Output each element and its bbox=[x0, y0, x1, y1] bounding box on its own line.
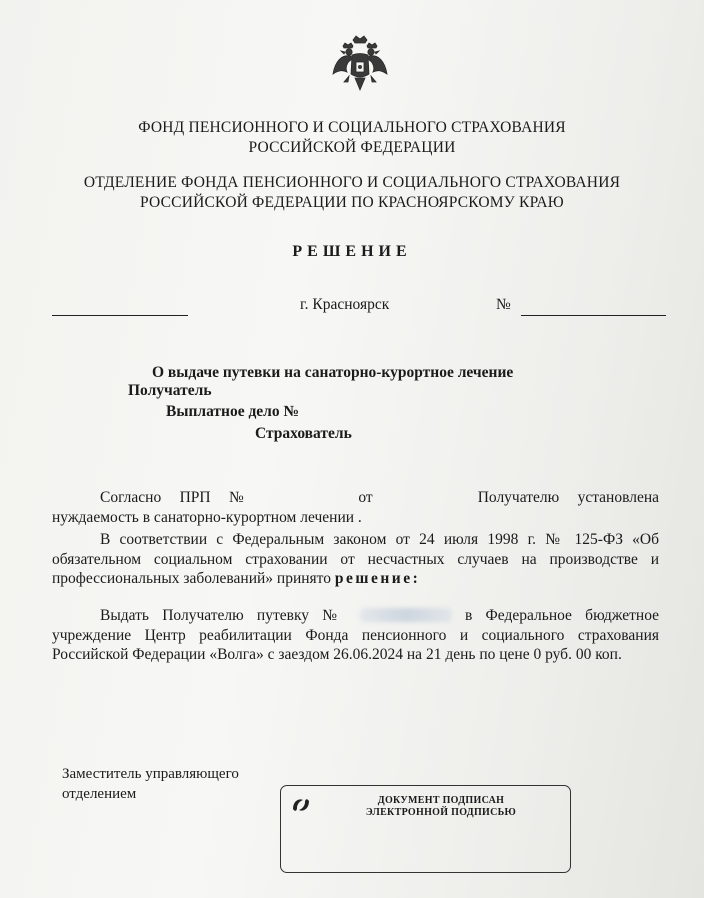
prp-number-label: Согласно ПРП № bbox=[100, 489, 259, 506]
body-paragraph-2 bbox=[52, 530, 659, 589]
redacted-voucher-number bbox=[360, 608, 452, 622]
voucher-details: в Федеральное бюджетное учреждение Центр реабилитации Фонда пенсионного и социального страхования Российской Федерации «Волга» с заездом 26.06.2024 на 21 день по цене 0 руб. 00 коп. bbox=[52, 607, 660, 663]
stamp-line-2: ЭЛЕКТРОННОЙ ПОДПИСЬЮ bbox=[365, 807, 517, 818]
org-line-1: ФОНД ПЕНСИОННОГО И СОЦИАЛЬНОГО СТРАХОВАНИЯ bbox=[138, 119, 566, 136]
signer-position-line-2: отделением bbox=[62, 786, 137, 802]
number-sign: № bbox=[496, 296, 511, 313]
law-reference-text: В соответствии с Федеральным законом от 24 июля 1998 г. № 125-ФЗ «Об обязательном социальном страховании от несчастных случаев на производстве и профессиональных заболеваний» принято bbox=[52, 531, 659, 587]
number-blank-line bbox=[521, 315, 666, 316]
department-name bbox=[0, 173, 704, 213]
date-blank-line bbox=[52, 315, 188, 316]
body-paragraph-3 bbox=[52, 606, 659, 665]
recipient-label: Получатель bbox=[128, 382, 212, 399]
need-statement: Получателю установлена нуждаемость в санаторно-курортном лечении . bbox=[52, 489, 660, 526]
case-number-label: Выплатное дело № bbox=[166, 403, 300, 420]
stamp-line-1: ДОКУМЕНТ ПОДПИСАН bbox=[377, 795, 505, 806]
dept-line-1: ОТДЕЛЕНИЕ ФОНДА ПЕНСИОННОГО И СОЦИАЛЬНОГО СТРАХОВАНИЯ bbox=[83, 174, 621, 191]
electronic-signature-stamp bbox=[280, 785, 571, 873]
signer-position-line-1: Заместитель управляющего bbox=[62, 766, 239, 782]
city-label: г. Красноярск bbox=[300, 296, 390, 313]
fund-logo-icon bbox=[290, 795, 312, 815]
stamp-text bbox=[341, 795, 541, 819]
dept-line-2: РОССИЙСКОЙ ФЕДЕРАЦИИ ПО КРАСНОЯРСКОМУ КРАЮ bbox=[140, 194, 564, 211]
signer-position bbox=[62, 764, 239, 804]
document-title: РЕШЕНИЕ bbox=[292, 243, 412, 260]
decision-subject: О выдаче путевки на санаторно-курортное лечение bbox=[152, 364, 514, 381]
insurer-label: Страхователь bbox=[255, 425, 352, 442]
voucher-label: Выдать Получателю путевку № bbox=[100, 607, 347, 624]
prp-from-label: от bbox=[358, 489, 373, 506]
organization-name bbox=[0, 118, 704, 158]
org-line-2: РОССИЙСКОЙ ФЕДЕРАЦИИ bbox=[248, 139, 456, 156]
decision-word: решение: bbox=[334, 570, 421, 587]
body-paragraph-1 bbox=[52, 488, 659, 527]
double-headed-eagle-emblem-icon bbox=[329, 34, 391, 94]
